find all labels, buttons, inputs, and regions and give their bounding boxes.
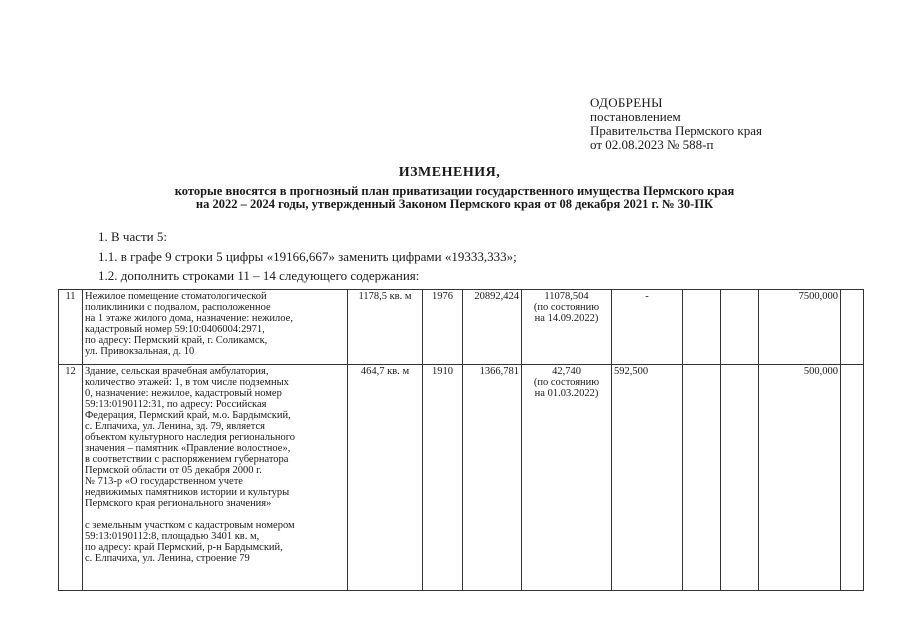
paragraph-1: 1. В части 5: [98,229,167,244]
approval-title: ОДОБРЕНЫ [590,95,663,110]
column-8-value [683,290,721,365]
book-value: 20892,424 [463,290,522,365]
column-9-value [721,290,759,365]
object-description [83,290,348,365]
subtitle-line-1: которые вносятся в прогнозный план приватизации государственного имущества Пермского края [174,184,735,198]
residual-value-date: на 14.09.2022) [534,313,599,324]
column-11-value [841,290,864,365]
approval-block [590,96,762,152]
residual-value-note: (по состоянию [533,377,600,388]
approval-line-2: постановлением [590,109,681,124]
desc-line: 59:13:0190112:31, по адресу: Российская [85,399,267,410]
desc-line: ул. Привокзальная, д. 10 [85,346,195,357]
desc-line: кадастровый номер 59:10:0406004:2971, [85,324,265,335]
residual-value-amount: 42,740 [552,366,581,377]
residual-value-date: на 01.03.2022) [534,388,599,399]
paragraph-1-2: 1.2. дополнить строками 11 – 14 следующего содержания: [98,268,420,283]
subtitle-line-2: на 2022 – 2024 годы, утвержденный Законом Пермского края от 08 декабря 2021 г. № 30-ПК [195,197,714,211]
residual-value-amount: 11078,504 [544,291,589,302]
desc-line: по адресу: край Пермский, р-н Бардымский, [85,542,283,553]
desc-line: 59:13:0190112:8, площадью 3401 кв. м, [85,531,260,542]
document-title: ИЗМЕНЕНИЯ, [398,165,501,180]
column-7-value: 592,500 [612,365,683,591]
desc-line: Нежилое помещение стоматологической [85,291,267,302]
desc-line: Пермского края регионального значения» [85,498,272,509]
table-row [59,365,864,591]
residual-value [522,365,612,591]
desc-line: Здание, сельская врачебная амбулатория, [85,366,269,377]
object-description [83,365,348,591]
residual-value-note: (по состоянию [533,302,600,313]
desc-line: с. Елпачиха, ул. Ленина, зд. 79, является [85,421,265,432]
object-area: 1178,5 кв. м [348,290,423,365]
desc-line: значения – памятник «Правление волостное», [85,443,291,454]
desc-line: 0, назначение: нежилое, кадастровый номер [85,388,282,399]
row-number: 12 [59,365,83,591]
column-9-value [721,365,759,591]
column-10-value: 7500,000 [759,290,841,365]
desc-line: количество этажей: 1, в том числе подземных [85,377,289,388]
book-value: 1366,781 [463,365,522,591]
desc-line: Пермской области от 05 декабря 2000 г. [85,465,262,476]
column-11-value [841,365,864,591]
desc-line: по адресу: Пермский край, г. Соликамск, [85,335,268,346]
column-7-value: - [612,290,683,365]
table-row [59,290,864,365]
construction-year: 1976 [423,290,463,365]
desc-line: недвижимых памятников истории и культуры [85,487,290,498]
desc-line: на 1 этаже жилого дома, назначение: нежилое, [85,313,293,324]
desc-line: в соответствии с распоряжением губернатора [85,454,289,465]
privatization-table [58,289,864,591]
column-10-value: 500,000 [759,365,841,591]
desc-spacer [85,509,345,520]
construction-year: 1910 [423,365,463,591]
approval-line-3: Правительства Пермского края [590,123,762,138]
residual-value [522,290,612,365]
object-area: 464,7 кв. м [348,365,423,591]
desc-line: с. Елпачиха, ул. Ленина, строение 79 [85,553,250,564]
row-number: 11 [59,290,83,365]
approval-line-4: от 02.08.2023 № 588-п [590,137,714,152]
desc-line: поликлиники с подвалом, расположенное [85,302,271,313]
desc-line: № 713-р «О государственном учете [85,476,243,487]
paragraph-1-1: 1.1. в графе 9 строки 5 цифры «19166,667» заменить цифрами «19333,333»; [98,249,517,264]
desc-line: с земельным участком с кадастровым номером [85,520,295,531]
column-8-value [683,365,721,591]
document-subtitle [0,185,899,211]
desc-line: Федерация, Пермский край, м.о. Бардымский, [85,410,291,421]
desc-line: объектом культурного наследия регионального [85,432,296,443]
